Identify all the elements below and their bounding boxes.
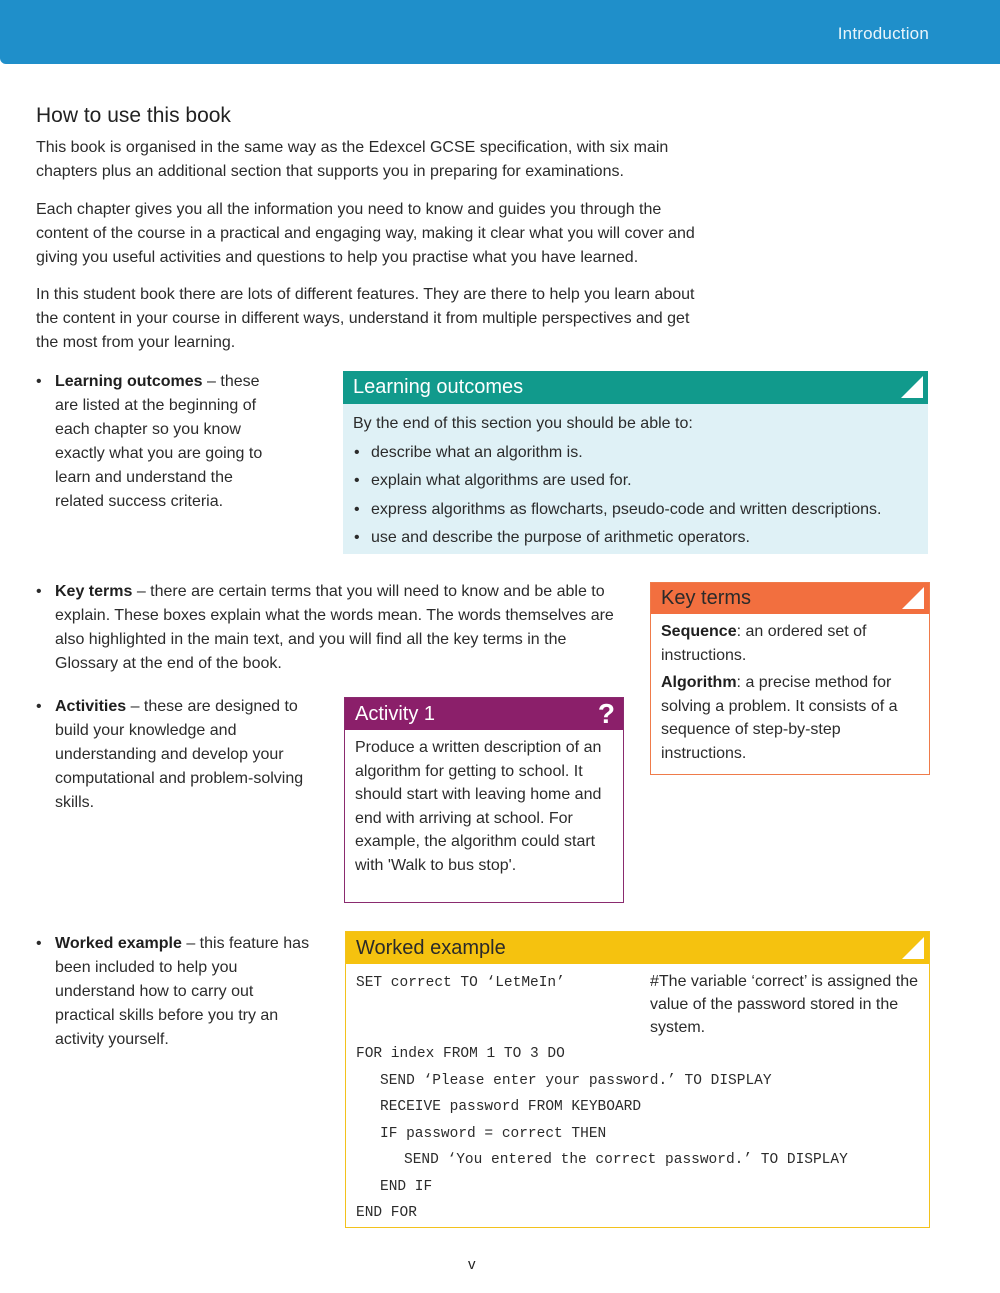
feature-bullet-activities — [36, 695, 316, 815]
intro-paragraph-3: In this student book there are lots of different features. They are there to help you learn about the content in your course in different ways, understand it from multiple perspectives and get the most from your learning. — [36, 286, 695, 351]
code-line: SET correct TO ‘LetMeIn’ — [356, 975, 565, 991]
learning-outcomes-list — [353, 439, 918, 553]
page-fold-icon — [902, 587, 924, 609]
question-mark-icon: ? — [597, 698, 615, 729]
feature-bullet-key-terms — [36, 580, 626, 676]
feature-description: – there are certain terms that you will need to know and be able to explain. These boxes explain what the words mean. The words themselves are also highlighted in the main text, and you will find all the key terms in the Glossary at the end of the book. — [55, 583, 614, 672]
page-title: How to use this book — [36, 104, 231, 127]
bullet-dot: • — [36, 583, 42, 600]
key-term-entry — [661, 620, 919, 667]
feature-description: – these are listed at the beginning of each chapter so you know exactly what you are going to learn and understand the related success criteria. — [55, 373, 263, 510]
code-line: FOR index FROM 1 TO 3 DO — [356, 1046, 565, 1062]
activity-text: Produce a written description of an algorithm for getting to school. It should start with leaving home and end with arriving at school. For example, the algorithm could start with 'Walk to bus stop'. — [355, 739, 602, 874]
code-comment: #The variable ‘correct’ is assigned the value of the password stored in the system. — [650, 973, 918, 1036]
list-item: • express algorithms as flowcharts, pseudo-code and written descriptions. — [353, 496, 918, 525]
feature-term: Activities — [55, 698, 127, 715]
feature-term: Learning outcomes — [55, 373, 203, 390]
header-band — [0, 0, 1000, 64]
activity-box — [344, 697, 624, 903]
feature-description: – these are designed to build your knowledge and understanding and develop your computational and problem-solving skills. — [55, 698, 304, 811]
bullet-dot: • — [36, 373, 42, 390]
intro-paragraph-2: Each chapter gives you all the information you need to know and guides you through the content of the course in a practical and engaging way, making it clear what you will cover and giving you useful activities and questions to help you practise what you have learned. — [36, 201, 695, 266]
section-label: Introduction — [837, 24, 929, 43]
bullet-dot: • — [36, 935, 42, 952]
feature-description: – this feature has been included to help you understand how to carry out practical skills before you try an activity yourself. — [55, 935, 310, 1048]
list-item: • explain what algorithms are used for. — [353, 467, 918, 496]
key-term-definition: : an ordered set of instructions. — [661, 623, 867, 664]
worked-example-box — [345, 931, 930, 1228]
bullet-dot: • — [36, 698, 42, 715]
key-term-entry — [661, 671, 919, 765]
feature-term: Key terms — [55, 583, 133, 600]
key-term-word: Algorithm — [661, 674, 737, 691]
activity-header — [345, 698, 623, 730]
key-terms-heading: Key terms — [661, 587, 752, 609]
key-term-word: Sequence — [661, 623, 737, 640]
key-term-definition: : a precise method for solving a problem. It consists of a sequence of step-by-step instructions. — [661, 674, 898, 762]
learning-outcomes-box — [343, 371, 928, 554]
feature-term: Worked example — [55, 935, 182, 952]
page-number: v — [468, 1256, 476, 1273]
page-fold-icon — [902, 937, 924, 959]
learning-outcomes-intro: By the end of this section you should be able to: — [353, 415, 693, 432]
feature-bullet-worked-example — [36, 932, 311, 1052]
worked-example-header — [346, 932, 929, 964]
page-fold-icon — [901, 376, 923, 398]
code-line: SEND ‘Please enter your password.’ TO DISPLAY — [380, 1072, 772, 1089]
learning-outcomes-heading: Learning outcomes — [353, 376, 524, 398]
worked-example-heading: Worked example — [356, 937, 506, 959]
learning-outcomes-header — [343, 371, 928, 404]
intro-paragraph-1: This book is organised in the same way as the Edexcel GCSE specification, with six main chapters plus an additional section that supports you in preparing for examinations. — [36, 139, 669, 180]
code-line: END FOR — [356, 1205, 417, 1221]
code-line: RECEIVE password FROM KEYBOARD — [380, 1099, 642, 1115]
key-terms-header — [651, 583, 929, 614]
key-terms-box — [650, 582, 930, 775]
feature-bullet-learning-outcomes — [36, 370, 286, 514]
activity-heading: Activity 1 — [355, 703, 436, 725]
list-item: • describe what an algorithm is. — [353, 439, 918, 468]
list-item: • use and describe the purpose of arithmetic operators. — [353, 524, 918, 553]
code-line: IF password = correct THEN — [380, 1125, 607, 1142]
code-line: SEND ‘You entered the correct password.’ TO DISPLAY — [404, 1152, 848, 1168]
code-line: END IF — [380, 1178, 433, 1195]
